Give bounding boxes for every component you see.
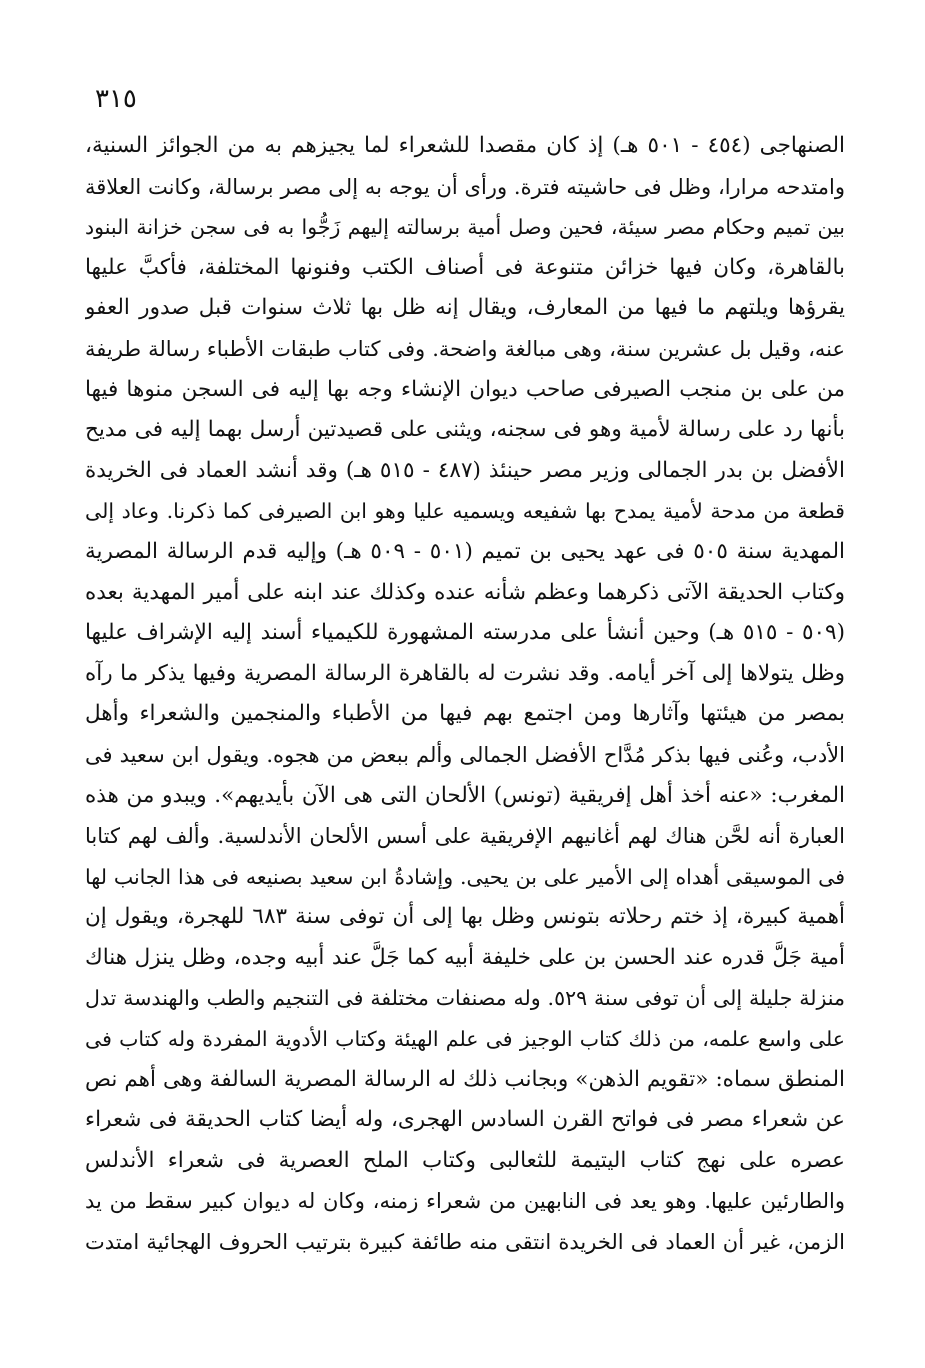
text-line: وظل يتولاها إلى آخر أيامه. وقد نشرت له بالقاهرة الرسالة المصرية وفيها يذكر ما رآه	[85, 660, 845, 686]
text-line: العبارة أنه لحَّن هناك لهم أغانيهم الإفريقية على أسس الألحان الأندلسية. وألف لهم كتابا	[85, 824, 845, 849]
text-line: عن شعراء مصر فى فواتح القرن السادس الهجرى، وله أيضا كتاب الحديقة فى شعراء	[85, 1107, 845, 1133]
text-line: الأفضل بن بدر الجمالى وزير مصر حينئذ (٤٨٧ - ٥١٥ هـ) وقد أنشد العماد فى الخريدة	[85, 457, 845, 483]
text-line: بأنها رد على رسالة لأمية وهو فى سجنه، ويثنى على قصيدتين أرسل بهما إليه فى مديح	[85, 417, 845, 443]
body-text	[85, 126, 845, 1263]
text-line: بالقاهرة، وكان فيها خزائن متنوعة فى أصناف الكتب وفنونها المختلفة، فأكبَّ عليها	[85, 254, 845, 280]
text-line: (٥٠٩ - ٥١٥ هـ) وحين أنشأ على مدرسته المشهورة للكيمياء أسند إليه الإشراف عليها	[85, 620, 845, 646]
text-line: الزمن، غير أن العماد فى الخريدة انتقى منه طائفة كبيرة بترتيب الحروف الهجائية امتدت	[85, 1230, 845, 1255]
text-line: المغرب: «عنه أخذ أهل إفريقية (تونس) الألحان التى هى الآن بأيديهم». ويبدو من هذه	[85, 782, 845, 808]
text-line: بين تميم وحكام مصر سيئة، فحين وصل أمية برسالته إليهم زَجُّوا به فى سجن خزانة البنود	[85, 215, 845, 240]
text-line: أهمية كبيرة، إذ ختم رحلاته بتونس وظل بها إلى أن توفى سنة ٦٨٣ للهجرة، ويقول إن	[85, 904, 845, 930]
text-line: من على بن منجب الصيرفى صاحب ديوان الإنشاء وجه بها إليه فى السجن منوها فيها	[85, 376, 845, 402]
text-line: فى الموسيقى أهداه إلى الأمير على بن يحيى. وإشادةُ ابن سعيد بصنيعه فى هذا الجانب لها	[85, 864, 845, 889]
text-line: المنطق سماه: «تقويم الذهن» وبجانب ذلك له الرسالة المصرية السالفة وهى أهم نص	[85, 1066, 845, 1092]
text-line: أمية جَلَّ قدره عند الحسن بن على خليفة أبيه كما جَلَّ عند أبيه وجده، وظل ينزل هناك	[85, 944, 845, 970]
text-line: منزلة جليلة إلى أن توفى سنة ٥٢٩. وله مصنفات مختلفة فى التنجيم والطب والهندسة تدل	[85, 986, 845, 1011]
page-number: ٣١٥	[95, 84, 137, 114]
text-line: على واسع علمه، من ذلك كتاب الوجيز فى علم الهيئة وكتاب الأدوية المفردة وله كتاب فى	[85, 1027, 845, 1052]
text-line: يقرؤها ويلتهم ما فيها من المعارف، ويقال إنه ظل بها ثلاث سنوات قبل صدور العفو	[85, 295, 845, 321]
text-line: قطعة من مدحة لأمية يمدح بها شفيعه ويسميه عليا وهو ابن الصيرفى كما ذكرنا. وعاد إلى	[85, 499, 845, 524]
text-line: وامتدحه مرارا، وظل فى حاشيته فترة. ورأى أن يوجه به إلى مصر برسالة، وكانت العلاقة	[85, 174, 845, 199]
text-line: المهدية سنة ٥٠٥ فى عهد يحيى بن تميم (٥٠١ - ٥٠٩ هـ) وإليه قدم الرسالة المصرية	[85, 538, 845, 564]
text-line: وكتاب الحديقة الآتى ذكرهما وعظم شأنه عنده وكذلك عند ابنه على أمير المهدية بعده	[85, 579, 845, 605]
text-line: الصنهاجى (٤٥٤ - ٥٠١ هـ) إذ كان مقصدا للشعراء لما يجيزهم به من الجوائز السنية،	[85, 133, 845, 158]
text-line: الأدب، وعُنى فيها بذكر مُدَّاح الأفضل الجمالى وألم ببعض من هجوه. ويقول ابن سعيد فى	[85, 742, 845, 767]
text-line: عصره على نهج كتاب اليتيمة للثعالبى وكتاب الملح العصرية فى شعراء الأندلس	[85, 1147, 845, 1173]
text-line: بمصر من هيئتها وآثارها ومن اجتمع بهم فيها من الأطباء والمنجمين والشعراء وأهل	[85, 701, 845, 727]
text-line: عنه، وقيل بل عشرين سنة، وهى مبالغة واضحة. وفى كتاب طبقات الأطباء رسالة طريفة	[85, 336, 845, 361]
text-line: والطارئين عليها. وهو يعد فى النابهين من شعراء زمنه، وكان له ديوان كبير سقط من يد	[85, 1189, 845, 1214]
